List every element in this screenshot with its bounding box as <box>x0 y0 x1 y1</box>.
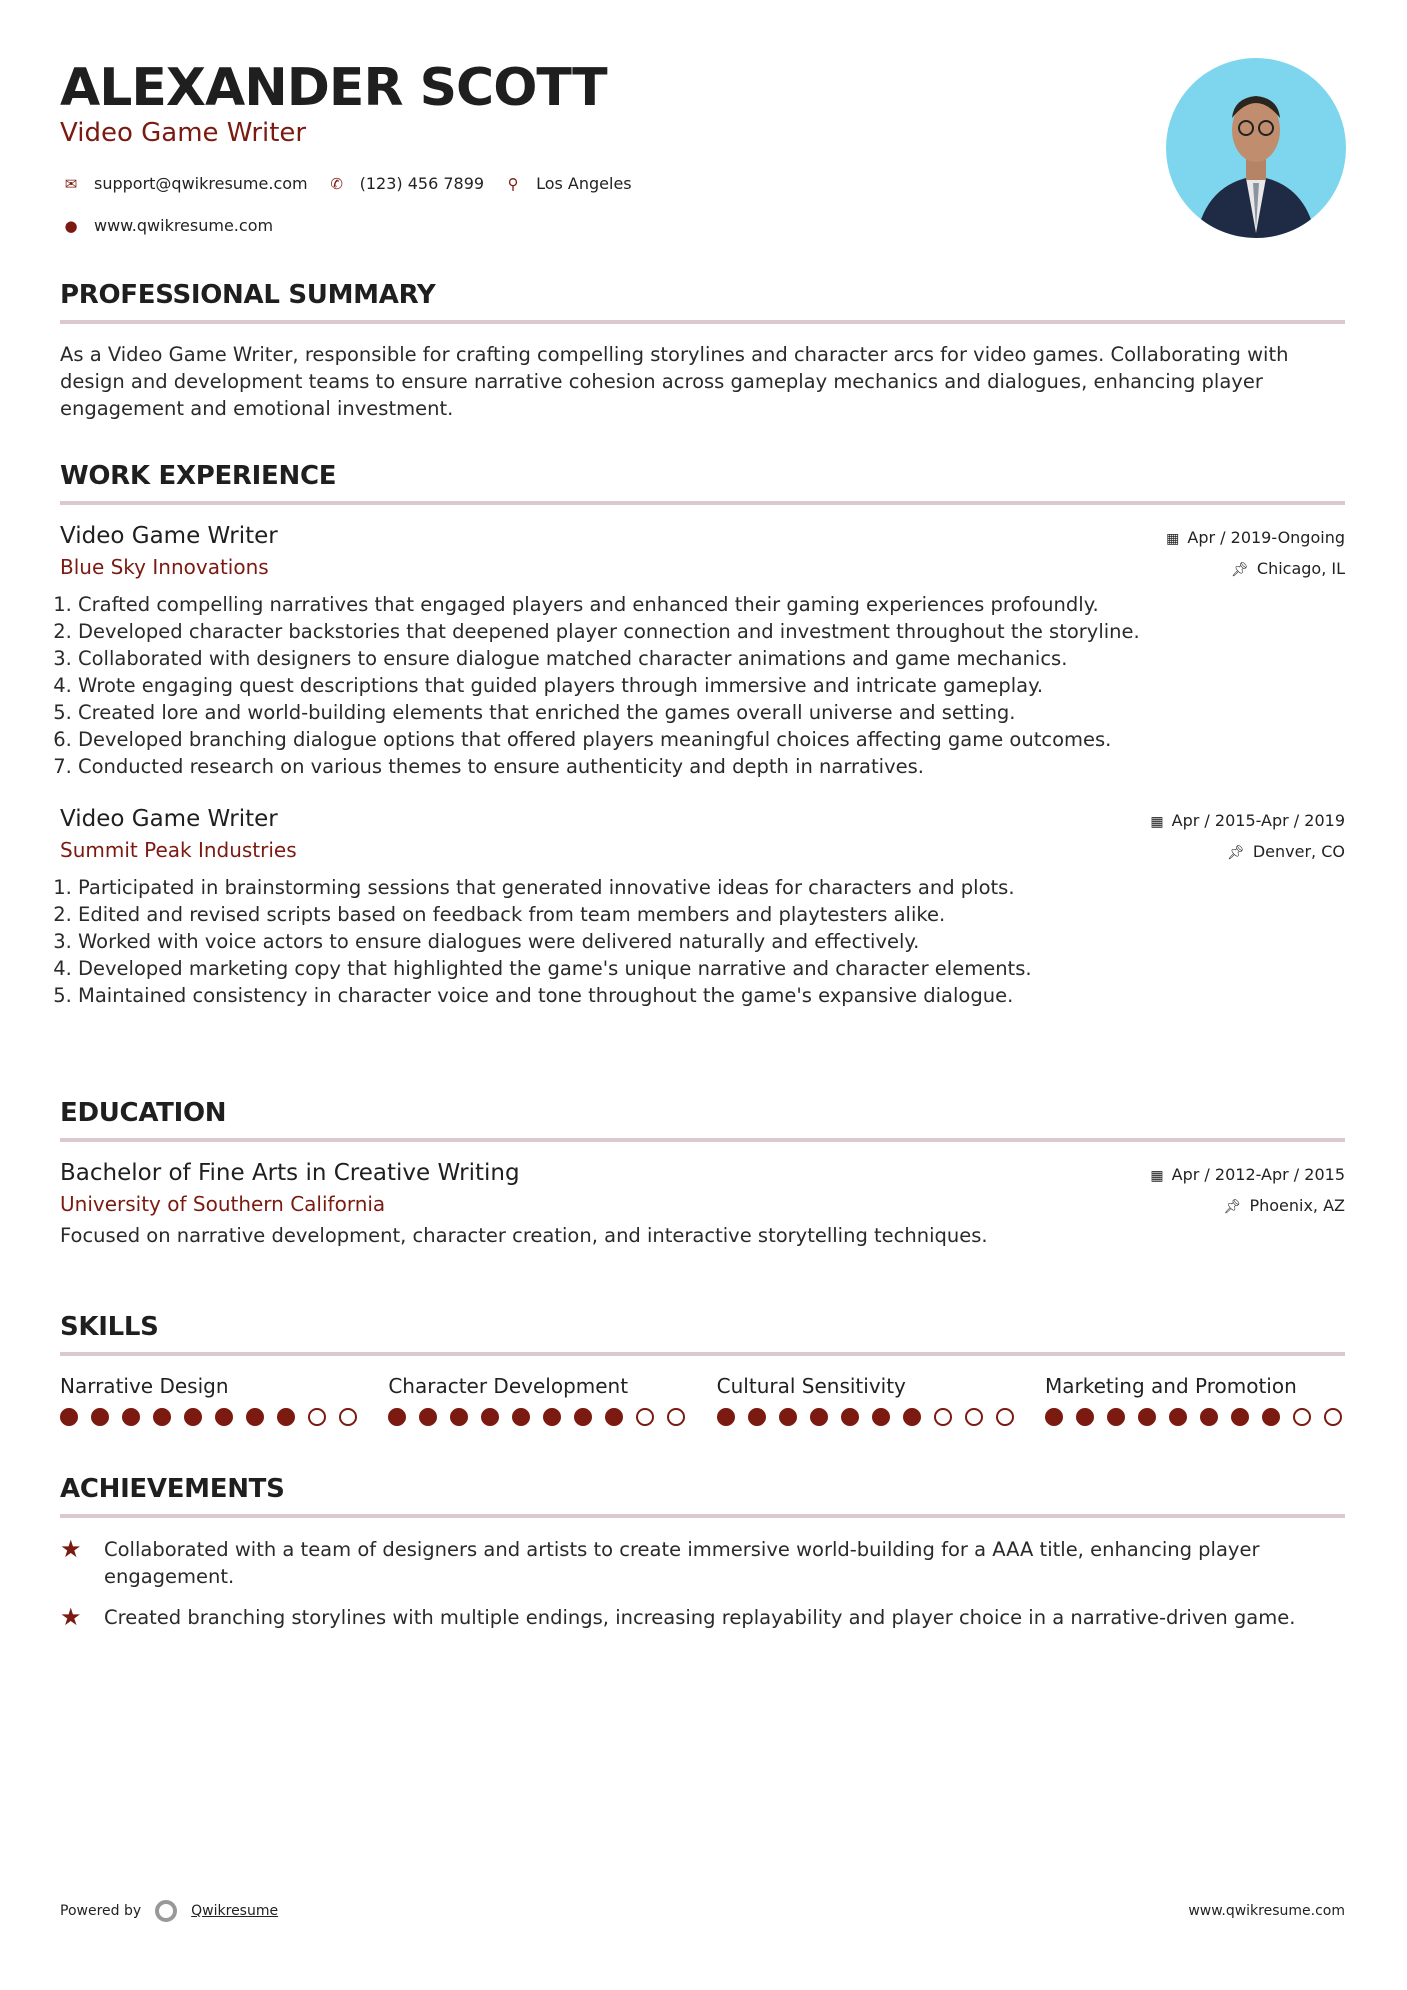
summary-section <box>60 280 1345 422</box>
job-dates: Apr / 2015-Apr / 2019 <box>1171 811 1345 830</box>
job-title: Video Game Writer <box>60 806 278 832</box>
rating-dot-filled <box>246 1408 264 1426</box>
rating-dot-filled <box>122 1408 140 1426</box>
rating-dot-empty <box>667 1408 685 1426</box>
degree: Bachelor of Fine Arts in Creative Writing <box>60 1160 520 1186</box>
job-entry <box>60 806 1345 1009</box>
section-heading: SKILLS <box>60 1312 159 1342</box>
job-location: Denver, CO <box>1252 842 1345 861</box>
divider <box>60 1514 1345 1518</box>
powered-by-label: Powered by <box>60 1903 142 1919</box>
rating-dot-filled <box>810 1408 828 1426</box>
rating-dot-filled <box>419 1408 437 1426</box>
phone-icon: ✆ <box>330 174 343 193</box>
achievement-item <box>60 1604 1345 1631</box>
rating-dot-filled <box>1169 1408 1187 1426</box>
job-bullet: 2. Edited and revised scripts based on feedback from team members and playtesters alike. <box>78 901 1345 928</box>
job-bullet: 3. Collaborated with designers to ensure dialogue matched character animations and game mechanics. <box>78 645 1345 672</box>
rating-dot-filled <box>481 1408 499 1426</box>
rating-dot-filled <box>903 1408 921 1426</box>
rating-dot-empty <box>1293 1408 1311 1426</box>
pin-icon: 📌︎ <box>1231 562 1249 578</box>
calendar-icon: ▦ <box>1150 814 1164 830</box>
rating-dot-filled <box>1045 1408 1063 1426</box>
edu-description: Focused on narrative development, character creation, and interactive storytelling techniques. <box>60 1224 988 1247</box>
footer-website[interactable]: www.qwikresume.com <box>1188 1903 1345 1919</box>
rating-dot-empty <box>636 1408 654 1426</box>
skill-item <box>717 1374 1017 1426</box>
achievement-item <box>60 1536 1345 1590</box>
job-bullets <box>60 874 1345 1009</box>
rating-dot-filled <box>1138 1408 1156 1426</box>
star-icon: ★ <box>60 1603 82 1631</box>
skill-name: Marketing and Promotion <box>1044 1374 1297 1398</box>
section-heading: WORK EXPERIENCE <box>60 461 337 491</box>
section-heading: ACHIEVEMENTS <box>60 1474 285 1504</box>
skill-name: Narrative Design <box>60 1374 229 1398</box>
company: Blue Sky Innovations <box>60 555 269 579</box>
calendar-icon: ▦ <box>1150 1168 1164 1184</box>
website[interactable]: www.qwikresume.com <box>94 216 274 235</box>
rating-dot-filled <box>512 1408 530 1426</box>
section-heading: PROFESSIONAL SUMMARY <box>60 280 436 310</box>
job-bullet: 5. Maintained consistency in character voice and tone throughout the game's expansive dialogue. <box>78 982 1345 1009</box>
job-bullets <box>60 591 1345 780</box>
email[interactable]: support@qwikresume.com <box>94 174 308 193</box>
job-title: Video Game Writer <box>60 523 278 549</box>
star-icon: ★ <box>60 1535 82 1563</box>
experience-section <box>60 461 1345 1009</box>
avatar <box>1166 58 1346 238</box>
pin-icon: 📌︎ <box>1223 1199 1242 1215</box>
job-bullet: 4. Wrote engaging quest descriptions that guided players through immersive and intricate gameplay. <box>78 672 1345 699</box>
rating-dot-filled <box>1200 1408 1218 1426</box>
rating-dot-filled <box>450 1408 468 1426</box>
rating-dot-filled <box>872 1408 890 1426</box>
rating-dot-filled <box>153 1408 171 1426</box>
phone: (123) 456 7899 <box>359 174 485 193</box>
education-section <box>60 1098 1345 1249</box>
job-bullet: 1. Participated in brainstorming sessions that generated innovative ideas for characters and plots. <box>78 874 1345 901</box>
edu-location: Phoenix, AZ <box>1249 1196 1345 1215</box>
rating-dot-filled <box>605 1408 623 1426</box>
achievement-text: Collaborated with a team of designers and artists to create immersive world-building for a AAA title, enhancing player engagement. <box>104 1538 1260 1588</box>
rating-dot-empty <box>339 1408 357 1426</box>
rating-dot-filled <box>1107 1408 1125 1426</box>
divider <box>60 501 1345 505</box>
rating-dot-empty <box>308 1408 326 1426</box>
candidate-title: Video Game Writer <box>60 118 307 148</box>
skill-rating <box>1045 1408 1345 1426</box>
skill-rating <box>717 1408 1017 1426</box>
rating-dot-filled <box>748 1408 766 1426</box>
rating-dot-filled <box>717 1408 735 1426</box>
rating-dot-filled <box>91 1408 109 1426</box>
avatar-photo-icon <box>1166 58 1346 238</box>
skill-item <box>1045 1374 1345 1426</box>
job-bullet: 7. Conducted research on various themes to ensure authenticity and depth in narratives. <box>78 753 1345 780</box>
skill-name: Character Development <box>388 1374 629 1398</box>
pin-icon: 📌︎ <box>1227 845 1245 861</box>
rating-dot-filled <box>841 1408 859 1426</box>
section-heading: EDUCATION <box>60 1098 227 1128</box>
school: University of Southern California <box>60 1192 386 1216</box>
rating-dot-filled <box>215 1408 233 1426</box>
rating-dot-filled <box>184 1408 202 1426</box>
achievements-list <box>60 1536 1345 1631</box>
globe-icon: ● <box>64 216 78 235</box>
footer <box>60 1900 1345 1922</box>
job-bullet: 5. Created lore and world-building elements that enriched the games overall universe and setting. <box>78 699 1345 726</box>
rating-dot-filled <box>60 1408 78 1426</box>
job-location: Chicago, IL <box>1256 559 1345 578</box>
skill-item <box>388 1374 688 1426</box>
calendar-icon: ▦ <box>1166 531 1180 547</box>
website-row <box>60 216 291 235</box>
skill-name: Cultural Sensitivity <box>716 1374 906 1398</box>
divider <box>60 320 1345 324</box>
job-entry <box>60 523 1345 780</box>
job-bullet: 6. Developed branching dialogue options that offered players meaningful choices affecting game outcomes. <box>78 726 1345 753</box>
rating-dot-filled <box>543 1408 561 1426</box>
rating-dot-filled <box>277 1408 295 1426</box>
contact-row <box>60 174 650 193</box>
qwikresume-logo-icon <box>155 1900 177 1922</box>
achievement-text: Created branching storylines with multiple endings, increasing replayability and player choice in a narrative-driven game. <box>104 1606 1296 1629</box>
divider <box>60 1138 1345 1142</box>
email-icon: ✉ <box>64 174 78 193</box>
skills-section <box>60 1312 1345 1426</box>
rating-dot-filled <box>1231 1408 1249 1426</box>
rating-dot-filled <box>1262 1408 1280 1426</box>
summary-text: As a Video Game Writer, responsible for crafting compelling storylines and character arcs for video games. Collaborating with design and development teams to ensure narrative cohesion across gameplay mechanics and dialogues, enhancing player engagement and emotional investment. <box>60 343 1289 420</box>
rating-dot-filled <box>779 1408 797 1426</box>
skill-rating <box>60 1408 360 1426</box>
rating-dot-filled <box>388 1408 406 1426</box>
skill-item <box>60 1374 360 1426</box>
job-bullet: 3. Worked with voice actors to ensure dialogues were delivered naturally and effectively. <box>78 928 1345 955</box>
skill-rating <box>388 1408 688 1426</box>
location: Los Angeles <box>536 174 632 193</box>
divider <box>60 1352 1345 1356</box>
job-bullet: 4. Developed marketing copy that highlighted the game's unique narrative and character elements. <box>78 955 1345 982</box>
job-dates: Apr / 2019-Ongoing <box>1187 528 1345 547</box>
brand-link[interactable]: Qwikresume <box>191 1903 279 1919</box>
achievements-section <box>60 1474 1345 1645</box>
candidate-name: ALEXANDER SCOTT <box>60 58 607 118</box>
job-bullet: 1. Crafted compelling narratives that engaged players and enhanced their gaming experiences profoundly. <box>78 591 1345 618</box>
rating-dot-empty <box>1324 1408 1342 1426</box>
job-bullet: 2. Developed character backstories that deepened player connection and investment throughout the storyline. <box>78 618 1345 645</box>
rating-dot-filled <box>1076 1408 1094 1426</box>
rating-dot-empty <box>965 1408 983 1426</box>
rating-dot-empty <box>996 1408 1014 1426</box>
skills-list <box>60 1374 1345 1426</box>
location-pin-icon: ⚲ <box>507 174 519 193</box>
rating-dot-empty <box>934 1408 952 1426</box>
company: Summit Peak Industries <box>60 838 297 862</box>
edu-dates: Apr / 2012-Apr / 2015 <box>1171 1165 1345 1184</box>
rating-dot-filled <box>574 1408 592 1426</box>
